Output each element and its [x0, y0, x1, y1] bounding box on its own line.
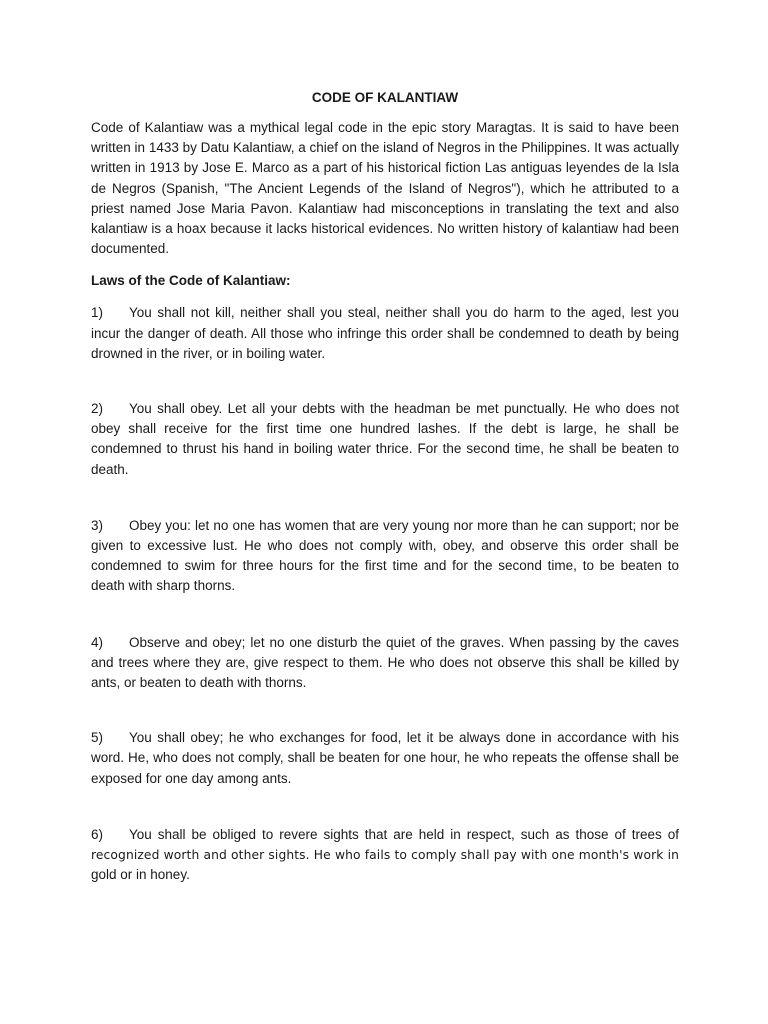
law-text-end: gold or in honey.	[91, 867, 190, 883]
law-number: 5)	[91, 730, 104, 746]
law-text: You shall be obliged to revere sights that are held in respect, such as those of trees of	[129, 826, 679, 842]
law-number: 1)	[91, 305, 104, 321]
law-item-3	[91, 516, 679, 597]
law-item-1	[91, 303, 679, 364]
laws-heading: Laws of the Code of Kalantiaw:	[91, 273, 291, 289]
law-text: You shall obey; he who exchanges for food, let it be always done in accordance with his word. He, who does not comply, shall be beaten for one hour, he who repeats the offense shall be exposed for one day among ants.	[91, 730, 679, 786]
law-item-4	[91, 633, 679, 694]
law-number: 2)	[91, 401, 104, 417]
intro-paragraph: Code of Kalantiaw was a mythical legal code in the epic story Maragtas. It is said to have been written in 1433 by Datu Kalantiaw, a chief on the island of Negros in the Philippines. It was actually written in 1913 by Jose E. Marco as a part of his historical fiction Las antiguas leyendes de la Isla de Negros (Spanish, "The Ancient Legends of the Island of Negros"), which he attributed to a priest named Jose Maria Pavon. Kalantiaw had misconceptions in translating the text and also kalantiaw is a hoax because it lacks historical evidences. No written history of kalantiaw had been documented.	[91, 120, 679, 257]
law-text-alt-font: recognized worth and other sights. He who fails to comply shall pay with one month's work in	[91, 848, 679, 863]
law-number: 6)	[91, 826, 104, 842]
law-text: You shall obey. Let all your debts with the headman be met punctually. He who does not obey shall receive for the first time one hundred lashes. If the debt is large, he shall be condemned to thrust his hand in boiling water thrice. For the second time, he shall be beaten to death.	[91, 401, 679, 477]
law-item-5	[91, 728, 679, 789]
law-text: Observe and obey; let no one disturb the quiet of the graves. When passing by the caves and trees where they are, give respect to them. He who does not observe this shall be killed by ants, or beaten to death with thorns.	[91, 634, 679, 691]
law-text: Obey you: let no one has women that are very young nor more than he can support; nor be given to excessive lust. He who does not comply with, obey, and observe this order shall be condemned to swim for three hours for the first time and for the second time, to be beaten to death with sharp thorns.	[91, 517, 679, 594]
law-text: You shall not kill, neither shall you steal, neither shall you do harm to the aged, lest you incur the danger of death. All those who infringe this order shall be condemned to death by being drowned in the river, or in boiling water.	[91, 305, 679, 361]
document-title: CODE OF KALANTIAW	[311, 90, 459, 105]
law-number: 4)	[91, 634, 104, 650]
law-item-6	[91, 825, 679, 886]
law-number: 3)	[91, 517, 104, 533]
law-item-2	[91, 399, 679, 480]
document-page	[91, 88, 679, 885]
